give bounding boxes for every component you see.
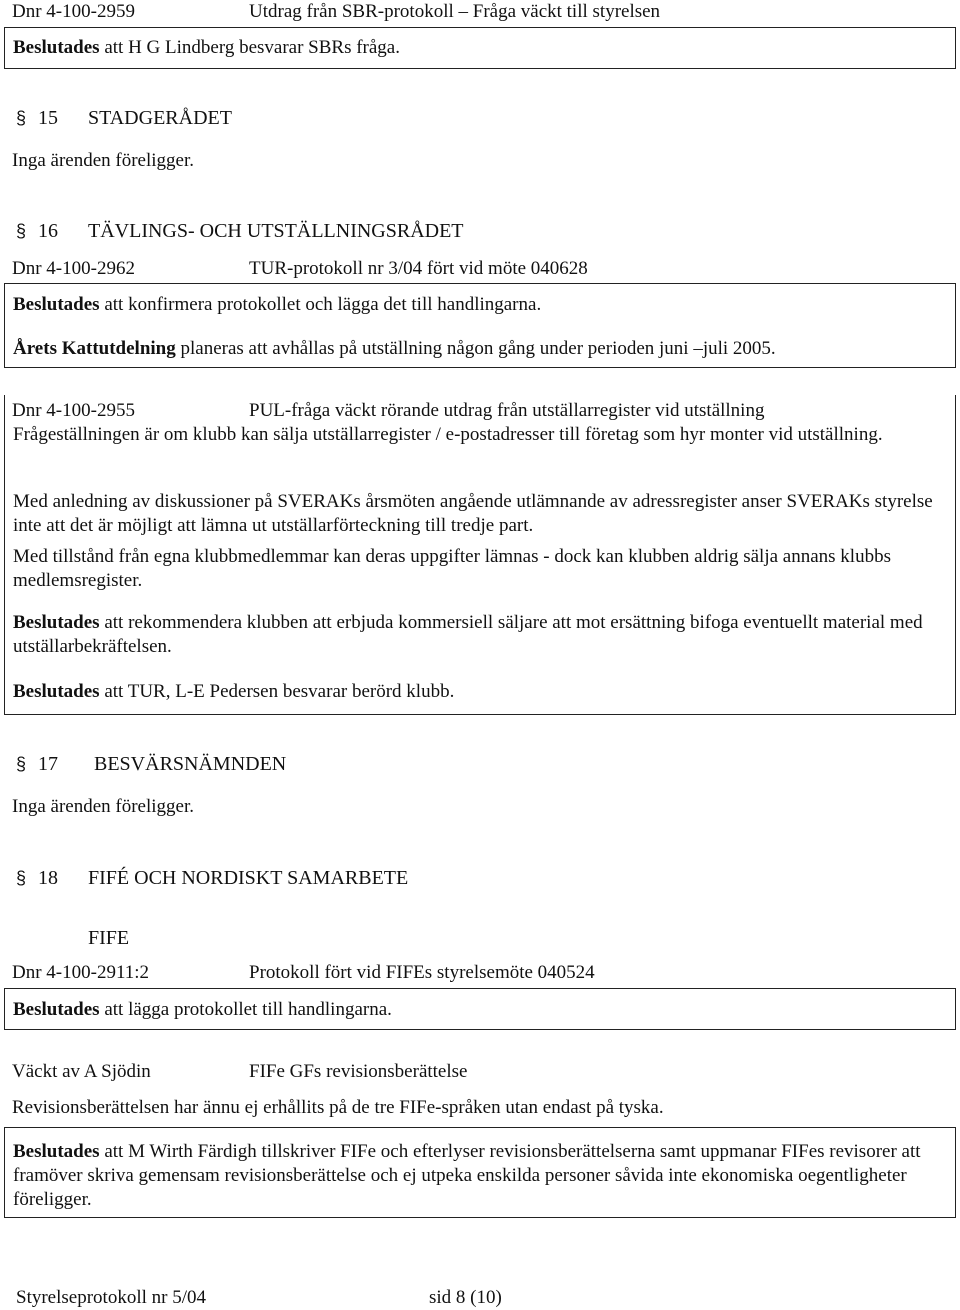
- decision-text: Beslutades att TUR, L-E Pedersen besvarar berörd klubb.: [13, 681, 455, 702]
- decision-text: Beslutades att konfirmera protokollet och lägga det till handlingarna.: [13, 294, 542, 315]
- question-text: Frågeställningen är om klubb kan sälja utställarregister / e-postadresser till företag som hyr monter vid utställning.: [13, 424, 883, 445]
- decision-box: [4, 283, 956, 368]
- decision-text: Beslutades att rekommendera klubben att erbjuda kommersiell säljare att mot ersättning bifoga eventuellt material med utställarbekräftelsen.: [13, 612, 923, 657]
- subheading: FIFE: [88, 927, 130, 949]
- header-dnr: Dnr 4-100-2959: [12, 1, 135, 22]
- decision-text: Beslutades att M Wirth Färdigh tillskriver FIFe och efterlyser revisionsberättelserna samt uppmanar FIFes revisorer att framöver skriva gemensam revisionsberättelse och ej utpeka enskilda personer såvida inte ekonomiska oegentligheter föreligger.: [13, 1141, 921, 1210]
- item-dnr: Dnr 4-100-2962: [12, 258, 135, 279]
- section-heading-16: § 16 TÄVLINGS- OCH UTSTÄLLNINGSRÅDET: [16, 220, 464, 242]
- section-heading-18: § 18 FIFÉ OCH NORDISKT SAMARBETE: [16, 867, 409, 889]
- footer-page-number: sid 8 (10): [429, 1287, 502, 1308]
- note-text: Årets Kattutdelning planeras att avhållas på utställning någon gång under perioden juni –juli 2005.: [13, 338, 776, 359]
- footer-protocol: Styrelseprotokoll nr 5/04: [16, 1287, 206, 1308]
- section-15-note: Inga ärenden föreligger.: [12, 150, 194, 171]
- paragraph-text: Med tillstånd från egna klubbmedlemmar kan deras uppgifter lämnas - dock kan klubben aldrig sälja annans klubbs medlemsregister.: [13, 546, 891, 591]
- header-subject: Utdrag från SBR-protokoll – Fråga väckt till styrelsen: [249, 1, 661, 22]
- item-subject: PUL-fråga väckt rörande utdrag från utställarregister vid utställning: [249, 400, 765, 421]
- item-subject: FIFe GFs revisionsberättelse: [249, 1061, 468, 1082]
- note-text: Revisionsberättelsen har ännu ej erhållits på de tre FIFe-språken utan endast på tyska.: [12, 1097, 664, 1118]
- item-subject: Protokoll fört vid FIFEs styrelsemöte 040524: [249, 962, 595, 983]
- item-dnr: Dnr 4-100-2911:2: [12, 962, 150, 983]
- raised-by: Väckt av A Sjödin: [12, 1061, 151, 1082]
- section-heading-15: § 15 STADGERÅDET: [16, 107, 232, 129]
- item-dnr: Dnr 4-100-2955: [12, 400, 135, 421]
- section-17-note: Inga ärenden föreligger.: [12, 796, 194, 817]
- decision-box: [4, 988, 956, 1030]
- paragraph-text: Med anledning av diskussioner på SVERAKs årsmöten angående utlämnande av adressregister anser SVERAKs styrelse inte att det är möjligt att lämna ut utställarförteckning till tredje part.: [13, 491, 933, 536]
- decision-text: Beslutades att lägga protokollet till handlingarna.: [13, 999, 392, 1020]
- pul-box: [4, 395, 956, 715]
- decision-text: Beslutades att H G Lindberg besvarar SBRs fråga.: [13, 37, 400, 58]
- item-subject: TUR-protokoll nr 3/04 fört vid möte 040628: [249, 258, 588, 279]
- decision-box: [4, 1127, 956, 1218]
- section-heading-17: § 17 BESVÄRSNÄMNDEN: [16, 753, 287, 775]
- decision-box: [4, 27, 956, 69]
